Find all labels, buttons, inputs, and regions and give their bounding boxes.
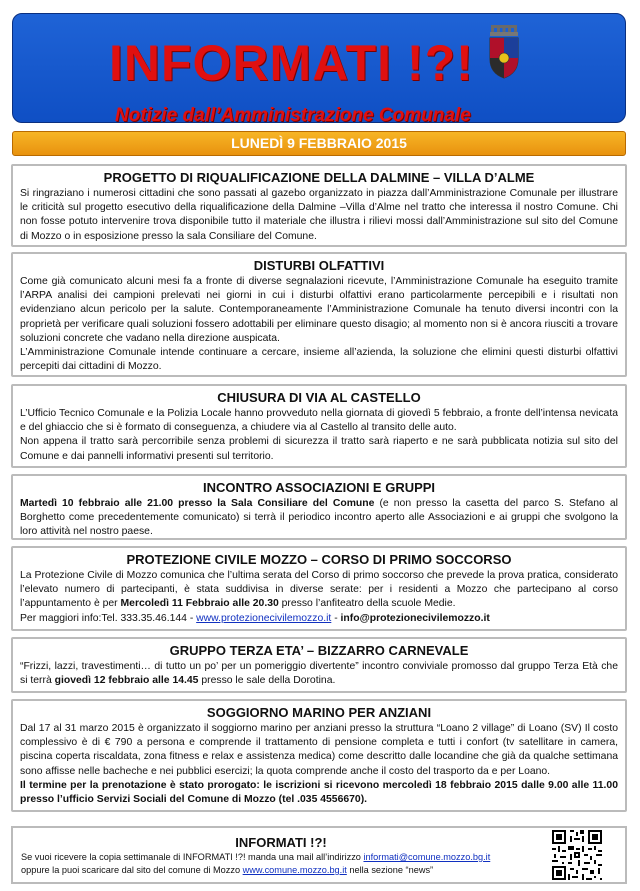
article-body: L’Ufficio Tecnico Comunale e la Polizia Locale hanno provveduto nella giornata di giovedì 5 febbraio, a fronte dell’intensa nevicata e del ghiaccio che si è formato di conseguenza, a chiudere via al Castello al transito delle auto.: [20, 408, 618, 434]
newsletter-title: INFORMATI !?!: [109, 35, 474, 91]
article-chiusura-via: [11, 384, 627, 468]
article-title: SOGGIORNO MARINO PER ANZIANI: [206, 705, 432, 720]
newsletter-header: [12, 13, 626, 123]
article-body: Non appena il tratto sarà percorribile senza problemi di sicurezza il tratto sarà riaperto e ne sarà pubblicata notizia sul sito del Comune e dai pannelli informativi presenti sul territorio.: [20, 436, 618, 462]
article-incontro-associazioni: [11, 474, 627, 540]
article-title: INCONTRO ASSOCIAZIONI E GRUPPI: [202, 480, 436, 495]
article-title: CHIUSURA DI VIA AL CASTELLO: [217, 390, 421, 405]
article-body: Dal 17 al 31 marzo 2015 è organizzato il soggiorno marino per anziani presso la struttura “Loano 2 village” di Loano (SV) Il costo complessivo è di € 790 a persona e comprende il trattamento di pensione completa e tutti i confort (tv satellitare in camera, piscina coperta riscaldata, zona fitness e relax e assistenza medica) come descritto dalle locandine che già da qualche settimana sono affisse nelle bacheche e nei pubblici esercizi; la quota comprende anche il costo del trasporto da e per Loano.: [20, 723, 618, 777]
article-body: Si ringraziano i numerosi cittadini che sono passati al gazebo organizzato in piazza dall’Amministrazione Comunale per illustrare le criticità sul progetto esecutivo della riqualificazione della Dalmine –Villa d’Alme nel tratto che interessa il nostro Comune. Chi non fosse potuto intervenire trova disponibile tutto il materiale che illustra i rilievi mossi dall’Amministrazione sul sito del Comune di Mozzo o in esposizione presso la sala Consiliare del Comune.: [20, 188, 618, 242]
event-time: Martedì 10 febbraio alle 21.00 presso la Sala Consiliare del Comune: [20, 498, 375, 509]
municipal-crest-icon: [486, 25, 522, 79]
qr-code-icon[interactable]: [550, 828, 604, 882]
footer-title: INFORMATI !?!: [235, 835, 327, 850]
article-body: Martedì 10 febbraio alle 21.00 presso la Sala Consiliare del Comune (e non presso la casetta del parco S. Stefano al Borghetto come precedentemente comunicato) si terrà il periodico incontro aperto alle Associazioni e ai gruppi che svolgono la loro attività nel nostro paese.: [20, 498, 618, 538]
contact-line: Per maggiori info:Tel. 333.35.46.144 - www.protezionecivilemozzo.it - info@protezionecivilemozzo.it: [20, 612, 490, 624]
event-time: giovedì 12 febbraio alle 14.45: [54, 675, 199, 687]
protezione-civile-link[interactable]: www.protezionecivilemozzo.it: [196, 612, 332, 624]
article-title: DISTURBI OLFATTIVI: [253, 258, 385, 273]
comune-website-link[interactable]: www.comune.mozzo.bg.it: [242, 865, 347, 875]
article-title: PROGETTO DI RIQUALIFICAZIONE DELLA DALMINE – VILLA D’ALME: [103, 170, 535, 185]
issue-date: LUNEDÌ 9 FEBBRAIO 2015: [12, 131, 626, 156]
article-body: “Frizzi, lazzi, travestimenti… di tutto un po’ per un pomeriggio divertente” incontro conviviale promosso dal gruppo Terza Età che si terrà giovedì 12 febbraio alle 14.45 presso le sale della Dorotina.: [20, 661, 618, 687]
protezione-civile-email: info@protezionecivilemozzo.it: [340, 612, 490, 624]
informati-email-link[interactable]: informati@comune.mozzo.bg.it: [363, 852, 491, 862]
article-body: L’Amministrazione Comunale intende continuare a cercare, insieme all’azienda, la soluzione che elimini questi disturbi olfattivi percepiti dai cittadini di Mozzo.: [20, 347, 618, 373]
footer-line: Se vuoi ricevere la copia settimanale di INFORMATI !?! manda una mail all’indirizzo informati@comune.mozzo.bg.it: [21, 852, 491, 862]
newsletter-subtitle: Notizie dall’Amministrazione Comunale: [115, 105, 471, 123]
article-title: PROTEZIONE CIVILE MOZZO – CORSO DI PRIMO SOCCORSO: [126, 552, 512, 567]
event-time: Mercoledì 11 Febbraio alle 20.30: [120, 598, 279, 610]
article-title: GRUPPO TERZA ETA’ – BIZZARRO CARNEVALE: [169, 643, 469, 658]
subscription-footer: [11, 826, 627, 884]
article-terza-eta: [11, 637, 627, 693]
article-body: La Protezione Civile di Mozzo comunica che l’ultima serata del Corso di primo soccorso che prevede la prova pratica, considerato l’elevato numero di partecipanti, è stata suddivisa in diverse serate: per i residenti a Mozzo che partecipano al corso l’appuntamento è per Mercoledì 11 Febbraio alle 20.30 presso l’anfiteatro della scuole Medie.: [20, 570, 618, 610]
article-soggiorno-marino: [11, 699, 627, 812]
footer-line: oppure la puoi scaricare dal sito del comune di Mozzo www.comune.mozzo.bg.it nella sezione “news”: [21, 865, 434, 875]
article-riqualificazione: [11, 164, 627, 247]
article-protezione-civile: [11, 546, 627, 631]
booking-note: Il termine per la prenotazione è stato prorogato: le iscrizioni si ricevono mercoledì 18 febbraio 2015 dalle 9.00 alle 11.00 presso l’ufficio Servizi Sociali del Comune di Mozzo (tel .035 4556670).: [20, 779, 618, 806]
article-disturbi-olfattivi: [11, 252, 627, 377]
article-body: Come già comunicato alcuni mesi fa a fronte di diverse segnalazioni ricevute, l’Amministrazione Comunale ha eseguito tramite l’ARPA analisi dei campioni prelevati nei giorni in cui i disturbi olfattivi erano particolarmente percepibili e i risultati non evidenziano alcun pericolo per la salute. Contemporaneamente l’Amministrazione Comunale ha tenuto diversi incontri con la proprietà per verificare quali soluzioni fossero adottabili per eliminare questo disagio; al momento non si è ancora riusciti a trovare soluzioni concrete che vadano nella direzione auspicata.: [20, 276, 618, 344]
